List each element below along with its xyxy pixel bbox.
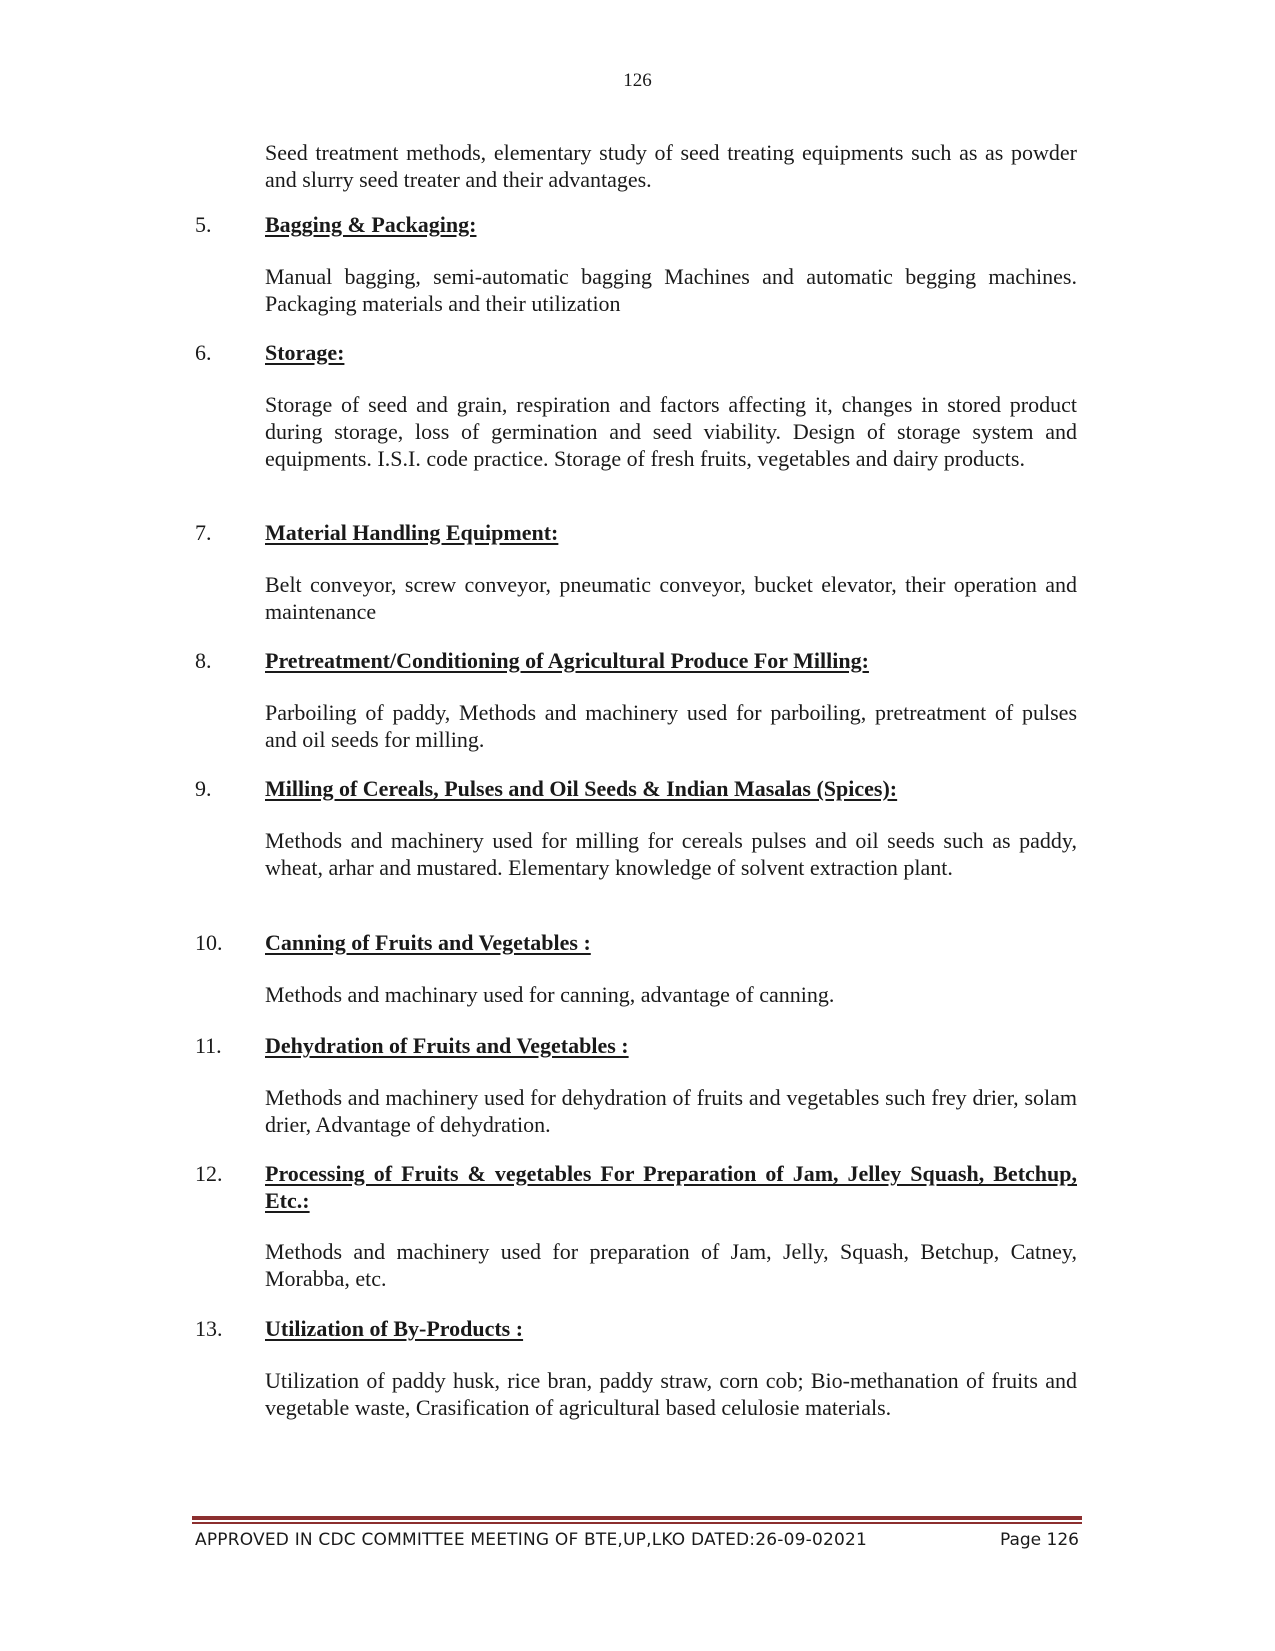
section-heading: Dehydration of Fruits and Vegetables : bbox=[265, 1033, 629, 1058]
section-body: Parboiling of paddy, Methods and machinery used for parboiling, pretreatment of pulses and oil seeds for milling. bbox=[265, 700, 1077, 752]
section-heading: Processing of Fruits & vegetables For Preparation of Jam, Jelley Squash, Betchup, Etc.: bbox=[265, 1161, 1077, 1213]
section-number: 7. bbox=[195, 520, 212, 545]
section-body: Methods and machinery used for dehydration of fruits and vegetables such frey drier, solam drier, Advantage of dehydration. bbox=[265, 1085, 1077, 1137]
section-heading: Storage: bbox=[265, 340, 345, 365]
section-body: Methods and machinary used for canning, advantage of canning. bbox=[265, 982, 835, 1007]
section-number: 6. bbox=[195, 340, 212, 365]
section-heading: Milling of Cereals, Pulses and Oil Seeds & Indian Masalas (Spices): bbox=[265, 776, 898, 801]
section-number: 8. bbox=[195, 648, 212, 673]
footer-divider-thin bbox=[192, 1522, 1082, 1524]
footer-approval-text: APPROVED IN CDC COMMITTEE MEETING OF BTE,UP,LKO DATED:26-09-02021 bbox=[195, 1530, 868, 1550]
footer-page-label: Page 126 bbox=[999, 1530, 1079, 1550]
section-heading: Bagging & Packaging: bbox=[265, 212, 477, 237]
section-body: Utilization of paddy husk, rice bran, paddy straw, corn cob; Bio-methanation of fruits and vegetable waste, Crasification of agricultural based celulosie materials. bbox=[265, 1368, 1077, 1420]
section-heading: Material Handling Equipment: bbox=[265, 520, 559, 545]
intro-paragraph: Seed treatment methods, elementary study of seed treating equipments such as as powder and slurry seed treater and their advantages. bbox=[265, 140, 1077, 192]
section-body: Methods and machinery used for preparation of Jam, Jelly, Squash, Betchup, Catney, Morabba, etc. bbox=[265, 1239, 1077, 1291]
section-number: 11. bbox=[195, 1033, 222, 1058]
section-body: Belt conveyor, screw conveyor, pneumatic conveyor, bucket elevator, their operation and maintenance bbox=[265, 572, 1077, 624]
section-heading: Pretreatment/Conditioning of Agricultural Produce For Milling: bbox=[265, 648, 869, 673]
section-number: 9. bbox=[195, 776, 212, 801]
section-number: 12. bbox=[195, 1161, 223, 1186]
page-number-top: 126 bbox=[623, 70, 652, 91]
section-heading: Canning of Fruits and Vegetables : bbox=[265, 930, 591, 955]
section-number: 10. bbox=[195, 930, 223, 955]
section-number: 13. bbox=[195, 1316, 223, 1341]
section-body: Methods and machinery used for milling for cereals pulses and oil seeds such as paddy, wheat, arhar and mustared. Elementary knowledge of solvent extraction plant. bbox=[265, 828, 1077, 880]
section-heading: Utilization of By-Products : bbox=[265, 1316, 524, 1341]
section-body: Storage of seed and grain, respiration and factors affecting it, changes in stored product during storage, loss of germination and seed viability. Design of storage system and equipments. I.S.I. code practice. Storage of fresh fruits, vegetables and dairy products. bbox=[265, 392, 1077, 471]
footer-divider-thick bbox=[192, 1516, 1082, 1520]
section-number: 5. bbox=[195, 212, 212, 237]
section-body: Manual bagging, semi-automatic bagging Machines and automatic begging machines. Packaging materials and their utilization bbox=[265, 264, 1077, 316]
